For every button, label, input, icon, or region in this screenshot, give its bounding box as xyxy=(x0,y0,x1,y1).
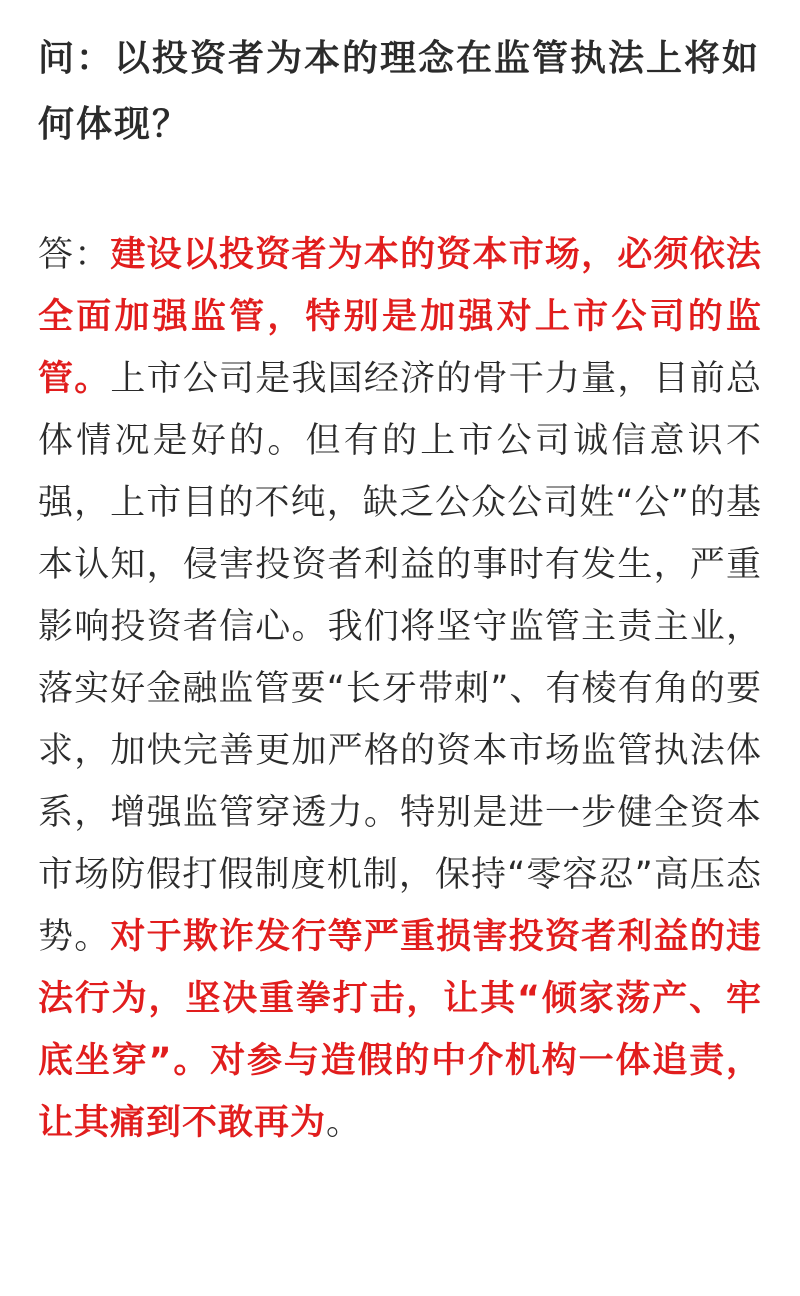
answer-emphasis-2: 对于欺诈发行等严重损害投资者利益的违法行为，坚决重拳打击，让其“倾家荡产、牢底坐穿”。对参与造假的中介机构一体追责，让其痛到不敢再为 xyxy=(38,917,762,1143)
question-text: 问：以投资者为本的理念在监管执法上将如何体现？ xyxy=(38,38,761,145)
answer-body-text: 上市公司是我国经济的骨干力量，目前总体情况是好的。但有的上市公司诚信意识不强，上市目的不纯，缺乏公众公司姓“公”的基本认知，侵害投资者利益的事时有发生，严重影响投资者信心。我们将坚守监管主责主业，落实好金融监管要“长牙带刺”、有棱有角的要求，加快完善更加严格的资本市场监管执法体系，增强监管穿透力。特别是进一步健全资本市场防假打假制度机制，保持“零容忍”高压态势。 xyxy=(38,359,762,957)
answer-end-punctuation: 。 xyxy=(326,1103,363,1143)
answer-emphasis-1: 建设以投资者为本的资本市场，必须依法全面加强监管，特别是加强对上市公司的监管。 xyxy=(38,235,762,399)
answer-paragraph xyxy=(38,224,762,1154)
answer-prefix: 答： xyxy=(38,235,111,275)
